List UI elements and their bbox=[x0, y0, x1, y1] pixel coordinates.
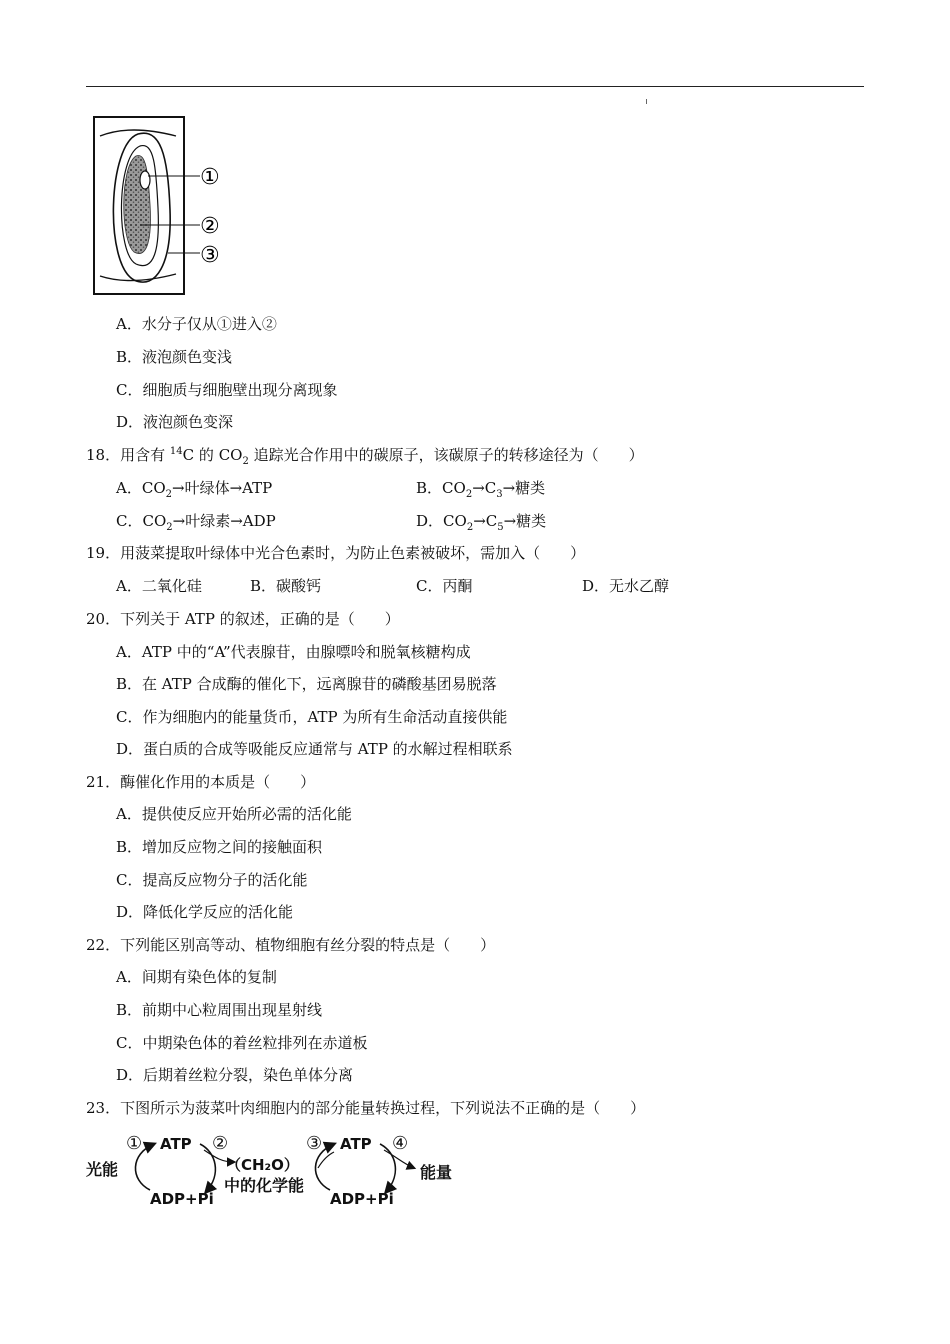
q22-option-b: B．前期中心粒周围出现星射线 bbox=[116, 1001, 323, 1019]
q21-stem: 21．酶催化作用的本质是（ ） bbox=[86, 773, 316, 791]
q19-stem: 19．用菠菜提取叶绿体中光合色素时，为防止色素被破坏，需加入（ ） bbox=[86, 544, 586, 562]
q17-option-c: C．细胞质与细胞壁出现分离现象 bbox=[116, 381, 338, 399]
figure-label-2: ② bbox=[200, 214, 220, 239]
q19-option-d: D．无水乙醇 bbox=[582, 577, 670, 595]
q19-option-a: A．二氧化硅 bbox=[116, 577, 202, 595]
figure-label-3: ③ bbox=[200, 243, 220, 268]
cycle1-atp: ATP bbox=[160, 1135, 192, 1153]
q17-option-b: B．液泡颜色变浅 bbox=[116, 348, 233, 366]
ch2o-label: （CH₂O） bbox=[226, 1156, 299, 1174]
plant-cell-figure bbox=[90, 114, 240, 298]
figure-label-1: ① bbox=[200, 165, 220, 190]
q21-option-b: B．增加反应物之间的接触面积 bbox=[116, 838, 323, 856]
q22-option-d: D．后期着丝粒分裂，染色单体分离 bbox=[116, 1066, 354, 1084]
q18-option-a: A．$CO_2\to$叶绿体→ATP bbox=[116, 479, 273, 500]
cycle2-adp: ADP+Pi bbox=[330, 1190, 394, 1208]
q21-option-d: D．降低化学反应的活化能 bbox=[116, 903, 294, 921]
q17-option-d: D．液泡颜色变深 bbox=[116, 413, 234, 431]
q22-option-c: C．中期染色体的着丝粒排列在赤道板 bbox=[116, 1034, 368, 1052]
q21-option-a: A．提供使反应开始所必需的活化能 bbox=[116, 805, 352, 823]
q19-option-c: C．丙酮 bbox=[416, 577, 473, 595]
energy-label: 能量 bbox=[420, 1163, 453, 1182]
q18-option-d: D．$CO_2\to C_5\to$糖类 bbox=[416, 512, 547, 533]
q23-stem: 23．下图所示为菠菜叶肉细胞内的部分能量转换过程，下列说法不正确的是（ ） bbox=[86, 1099, 646, 1117]
cycle2-number-4: ④ bbox=[392, 1133, 409, 1154]
cycle1-adp: ADP+Pi bbox=[150, 1190, 214, 1208]
cycle2-atp: ATP bbox=[340, 1135, 372, 1153]
cycle1-number-1: ① bbox=[126, 1133, 143, 1154]
energy-conversion-figure bbox=[84, 1128, 464, 1212]
chemical-energy-label: 中的化学能 bbox=[224, 1176, 305, 1195]
q20-stem: 20．下列关于 ATP 的叙述，正确的是（ ） bbox=[86, 610, 400, 628]
q20-option-d: D．蛋白质的合成等吸能反应通常与 ATP 的水解过程相联系 bbox=[116, 740, 513, 758]
q20-option-b: B．在 ATP 合成酶的催化下，远离腺苷的磷酸基团易脱落 bbox=[116, 675, 497, 693]
q18-option-b: B．$CO_2\to C_3\to$糖类 bbox=[416, 479, 546, 500]
header-rule bbox=[86, 86, 864, 87]
q21-option-c: C．提高反应物分子的活化能 bbox=[116, 871, 308, 889]
light-energy-label: 光能 bbox=[86, 1160, 119, 1179]
cycle2-number-3: ③ bbox=[306, 1133, 323, 1154]
q17-option-a: A．水分子仅从①进入② bbox=[116, 315, 277, 333]
q18-stem: 18．用含有 $^{14}$C 的 $CO_2$ 追踪光合作用中的碳原子，该碳原子的转移途径为（ ） bbox=[86, 446, 644, 467]
q20-option-a: A．ATP 中的“A”代表腺苷，由腺嘌呤和脱氧核糖构成 bbox=[116, 643, 471, 661]
q19-option-b: B．碳酸钙 bbox=[250, 577, 322, 595]
q18-option-c: C．$CO_2\to$叶绿素→ADP bbox=[116, 512, 276, 533]
q22-option-a: A．间期有染色体的复制 bbox=[116, 968, 277, 986]
q22-stem: 22．下列能区别高等动、植物细胞有丝分裂的特点是（ ） bbox=[86, 936, 496, 954]
cycle1-number-2: ② bbox=[212, 1133, 229, 1154]
header-tick-mark bbox=[646, 99, 647, 104]
q20-option-c: C．作为细胞内的能量货币，ATP 为所有生命活动直接供能 bbox=[116, 708, 508, 726]
